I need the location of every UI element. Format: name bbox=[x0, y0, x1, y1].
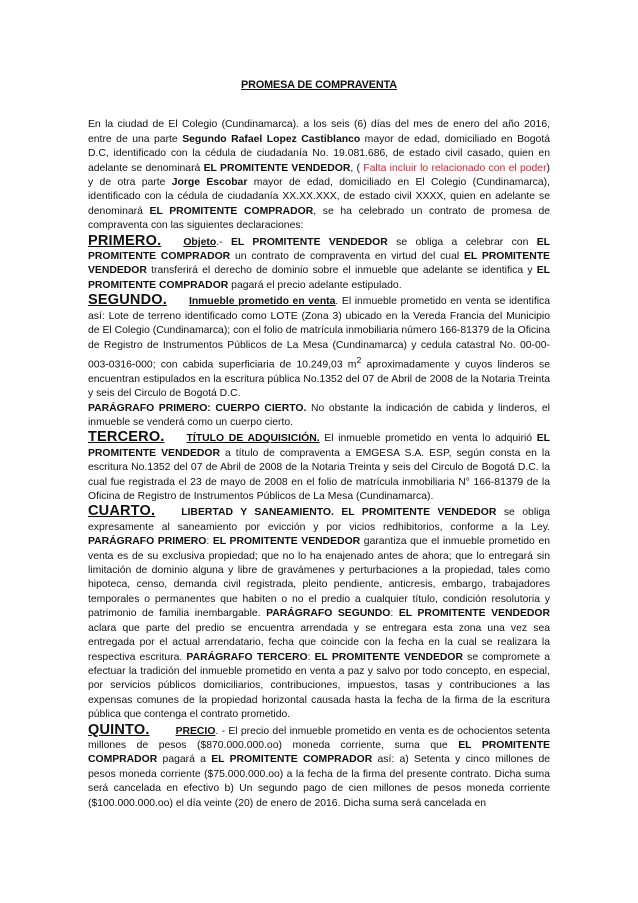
clause-segundo: SEGUNDO. Inmueble prometido en venta. El inmueble prometido en venta se identifica así: Lote de terreno identificado como LOTE (Zona 3) ubicado en la Vereda Francia del Municipio de El Colegio (Cundinamarca); con el folio de matrícula inmobiliaria número 166-81379 de la Oficina de Registro de Instrumentos Públicos de La Mesa (Cundinamarca) y cedula catastral No. 00-00-003-0316-000; con cabida superficiaria de 10.249,03 $m^2$ aproximadamente y cuyos linderos se encuentran estipulados en la escritura pública No.1352 del 07 de Abril de 2008 de la Notaria Treinta y seis del Circulo de Bogotá D.C. bbox=[88, 292, 551, 400]
clause-quinto: QUINTO. PRECIO. - El precio del inmueble prometido en venta es de ochocientos setenta millones de pesos ($870.000.000.oo) moneda corriente, suma que EL PROMITENTE COMPRADOR pagará a EL PROMITENTE COMPRADOR así: a) Setenta y cinco millones de pesos moneda corriente ($75.000.000.oo) a la fecha de la firma del presente contrato. Dicha suma será cancelada en efectivo b) Un segundo pago de cien millones de pesos moneda corriente ($100.000.000.oo) el día veinte (20) de enero de 2016. Dicha suma será cancelada en bbox=[88, 721, 551, 809]
clause-subheading: Inmueble prometido en venta bbox=[188, 296, 336, 308]
buyer-name: Jorge Escobar bbox=[171, 177, 248, 189]
clause-primero: PRIMERO. Objeto.- EL PROMITENTE VENDEDOR se obliga a celebrar con EL PROMITENTE COMPRADOR un contrato de compraventa en virtud del cual EL PROMITENTE VENDEDOR transferirá el derecho de dominio sobre el inmueble que adelante se identifica y EL PROMITENTE COMPRADOR pagará el precio adelante estipulado. bbox=[88, 232, 550, 291]
clause-subheading: TÍTULO DE ADQUISICIÓN. bbox=[186, 433, 320, 445]
clause-heading: QUINTO. bbox=[88, 721, 150, 738]
intro-paragraph: En la ciudad de El Colegio (Cundinamarca). a los seis (6) días del mes de enero del año 2016, entre de una parte Segundo Rafael Lopez Castiblanco mayor de edad, domiciliado en Bogotá D.C, identificado con la cédula de ciudadanía No. 19.081.686, de estado civil casado, quien en adelante se denominará EL PROMITENTE VENDEDOR, ( Falta incluir lo relacionado con el poder) y de otra parte Jorge Escobar mayor de edad, domiciliado en El Colegio (Cundinamarca), identificado con la cédula de ciudadanía XX.XX.XXX, de estado civil XXXX, quien en adelante se denominará EL PROMITENTE COMPRADOR, se ha celebrado un contrato de promesa de compraventa con las siguientes declaraciones: bbox=[88, 119, 551, 232]
clause-cuarto: CUARTO. LIBERTAD Y SANEAMIENTO. EL PROMITENTE VENDEDOR se obliga expresamente al saneamiento por evicción y por vicios redhibitorios, conforme a la Ley. PARÁGRAFO PRIMERO: EL PROMITENTE VENDEDOR garantiza que el inmueble prometido en venta es de su exclusiva propiedad; que no lo ha enajenado antes de ahora; que lo entregará sin limitación de dominio alguna y libre de gravámenes y perturbaciones a la propiedad, tales como hipoteca, censo, demanda civil registrada, pleito pendiente, anticresis, embargo, trabajadores temporales o permanentes que habiten o no el predio a cualquier título, condición resolutoria y patrimonio de familia inembargable. PARÁGRAFO SEGUNDO: EL PROMITENTE VENDEDOR aclara que parte del predio se encuentra arrendada y se entregara esta zona una vez sea entregada por el actual arrendatario, fecha que coincide con la fecha en la cual se realizara la respectiva escritura. PARÁGRAFO TERCERO: EL PROMITENTE VENDEDOR se compromete a efectuar la tradición del inmueble prometido en venta a paz y salvo por todo concepto, en especial, por servicios públicos domiciliarios, contribuciones, impuestos, tasas y contribuciones a las expensas comunes de la propiedad horizontal causada hasta la fecha de la firma de la escritura pública que contenga el contrato prometido. bbox=[88, 503, 551, 721]
clause-heading: CUARTO. bbox=[88, 503, 156, 520]
clause-heading: PRIMERO. bbox=[88, 232, 162, 249]
red-note: Falta incluir lo relacionado con el poder bbox=[363, 162, 547, 174]
clause-tercero: TERCERO. TÍTULO DE ADQUISICIÓN. El inmueble prometido en venta lo adquirió EL PROMITENTE VENDEDOR a título de compraventa a EMGESA S.A. ESP, según consta en la escritura No.1352 del 07 de Abril de 2008 de la Notaria Treinta y seis del Circulo de Bogotá D.C. la cual fue registrada el 23 de mayo de 2008 en el folio de matrícula inmobiliaria N° 166-81379 de la Oficina de Registro de Instrumentos Públicos de La Mesa (Cundinamarca). bbox=[88, 429, 550, 503]
clause-heading: TERCERO. bbox=[88, 429, 165, 446]
buyer-term: EL PROMITENTE COMPRADOR bbox=[149, 205, 314, 217]
clause-subheading: PRECIO bbox=[175, 725, 216, 737]
clause-heading: SEGUNDO. bbox=[88, 292, 167, 309]
paragrafo-cuerpo-cierto: PARÁGRAFO PRIMERO: CUERPO CIERTO. No obstante la indicación de cabida y linderos, el inmueble se venderá como un cuerpo cierto. bbox=[88, 402, 550, 428]
clause-subheading: Objeto bbox=[183, 236, 217, 248]
seller-name: Segundo Rafael Lopez Castiblanco bbox=[182, 133, 361, 145]
document-title: PROMESA DE COMPRAVENTA bbox=[241, 79, 397, 91]
clause-subheading: LIBERTAD Y SANEAMIENTO. bbox=[181, 507, 334, 519]
seller-term: EL PROMITENTE VENDEDOR bbox=[203, 162, 351, 174]
document-page bbox=[88, 78, 550, 811]
